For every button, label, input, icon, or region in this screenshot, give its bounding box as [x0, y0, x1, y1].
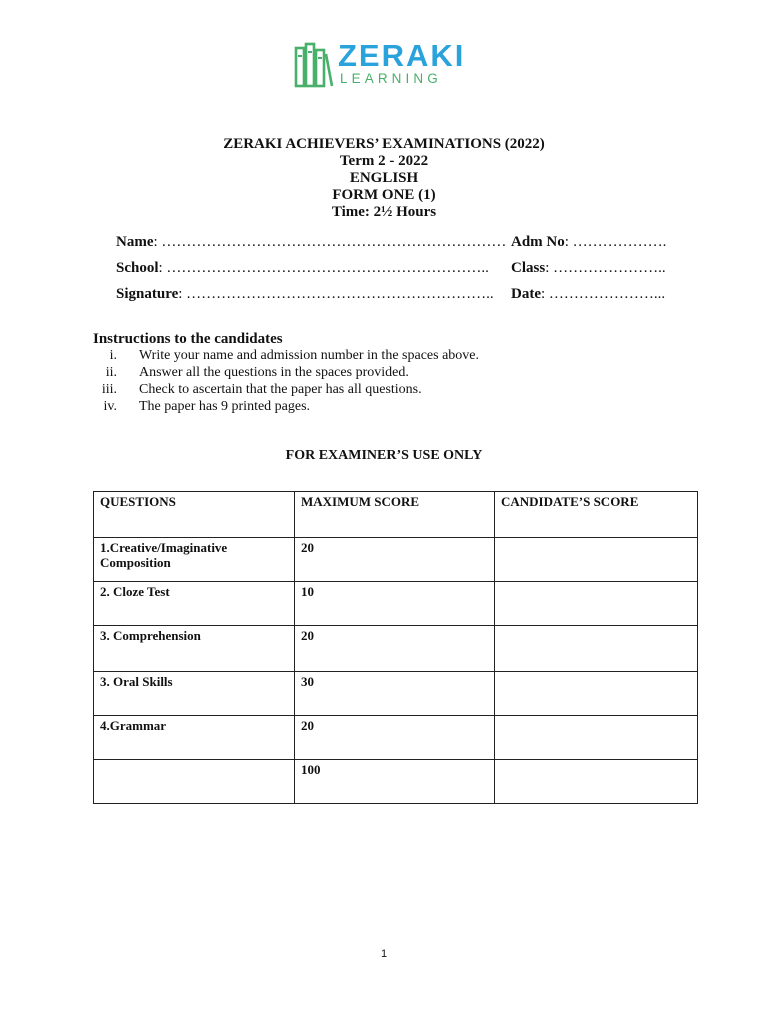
- exam-header: [0, 136, 768, 221]
- score-table: [93, 491, 698, 804]
- adm-field[interactable]: [511, 234, 666, 251]
- page-number: 1: [380, 948, 388, 960]
- instructions-title: Instructions to the candidates: [93, 331, 283, 347]
- question-line: Composition: [100, 555, 171, 570]
- table-row: [94, 626, 698, 672]
- examiner-title: FOR EXAMINER’S USE ONLY: [285, 448, 483, 463]
- logo-brand: ZERAKI: [338, 38, 466, 73]
- question-line: 2. Cloze Test: [100, 584, 170, 599]
- question-cell: [94, 626, 295, 672]
- school-field[interactable]: [116, 260, 489, 277]
- candidate-score-cell[interactable]: [495, 582, 698, 626]
- instruction-text: The paper has 9 printed pages.: [139, 399, 311, 414]
- question-cell: [94, 760, 295, 804]
- question-cell: [94, 672, 295, 716]
- date-dots: : …………………...: [541, 286, 666, 302]
- question-line: 3. Comprehension: [100, 628, 201, 643]
- exam-subject: ENGLISH: [349, 170, 419, 186]
- question-cell: [94, 716, 295, 760]
- table-row: [94, 538, 698, 582]
- instruction-number: i.: [109, 348, 117, 363]
- exam-title: ZERAKI ACHIEVERS’ EXAMINATIONS (2022): [223, 136, 545, 152]
- total-candidate-score-cell[interactable]: [495, 760, 698, 804]
- exam-term: Term 2 - 2022: [339, 153, 429, 169]
- instruction-text: Answer all the questions in the spaces provided.: [139, 365, 409, 380]
- instruction-text: Write your name and admission number in the spaces above.: [139, 348, 480, 363]
- table-row: [94, 582, 698, 626]
- date-label: Date: [511, 286, 541, 302]
- instruction-number: iii.: [101, 382, 117, 397]
- class-dots: : …………………..: [545, 260, 666, 276]
- candidate-score-cell[interactable]: [495, 716, 698, 760]
- header-questions: QUESTIONS: [94, 492, 295, 538]
- question-line: 1.Creative/Imaginative: [100, 540, 228, 555]
- books-icon: [294, 42, 334, 90]
- school-label: School: [116, 260, 159, 276]
- adm-dots: : ……………….: [564, 234, 667, 250]
- table-row: [94, 716, 698, 760]
- name-label: Name: [116, 234, 154, 250]
- name-field[interactable]: [116, 234, 506, 251]
- max-score-cell: 30: [295, 672, 495, 716]
- total-max-score-cell: 100: [295, 760, 495, 804]
- max-score-cell: 20: [295, 538, 495, 582]
- question-cell: [94, 538, 295, 582]
- table-header-row: [94, 492, 698, 538]
- header-candidate-score: CANDIDATE’S SCORE: [495, 492, 698, 538]
- signature-label: Signature: [116, 286, 179, 302]
- header-max-score: MAXIMUM SCORE: [295, 492, 495, 538]
- candidate-score-cell[interactable]: [495, 672, 698, 716]
- signature-dots: : ……………………………………………………..: [178, 286, 494, 302]
- signature-field[interactable]: [116, 286, 494, 303]
- adm-label: Adm No: [511, 234, 565, 250]
- candidate-score-cell[interactable]: [495, 626, 698, 672]
- question-line: 3. Oral Skills: [100, 674, 173, 689]
- exam-time: Time: 2½ Hours: [331, 204, 437, 220]
- candidate-score-cell[interactable]: [495, 538, 698, 582]
- name-dots: : ……………………………………………………………: [153, 234, 507, 250]
- class-label: Class: [511, 260, 546, 276]
- date-field[interactable]: [511, 286, 665, 303]
- max-score-cell: 20: [295, 716, 495, 760]
- instruction-number: iv.: [103, 399, 117, 414]
- zeraki-logo: [294, 38, 484, 90]
- table-total-row: [94, 760, 698, 804]
- class-field[interactable]: [511, 260, 666, 277]
- table-row: [94, 672, 698, 716]
- exam-form: FORM ONE (1): [332, 187, 436, 203]
- max-score-cell: 20: [295, 626, 495, 672]
- school-dots: : ………………………………………………………..: [158, 260, 489, 276]
- question-line: 4.Grammar: [100, 718, 167, 733]
- max-score-cell: 10: [295, 582, 495, 626]
- instruction-number: ii.: [105, 365, 117, 380]
- question-cell: [94, 582, 295, 626]
- instruction-text: Check to ascertain that the paper has all questions.: [139, 382, 422, 397]
- logo-subtitle: LEARNING: [340, 71, 442, 86]
